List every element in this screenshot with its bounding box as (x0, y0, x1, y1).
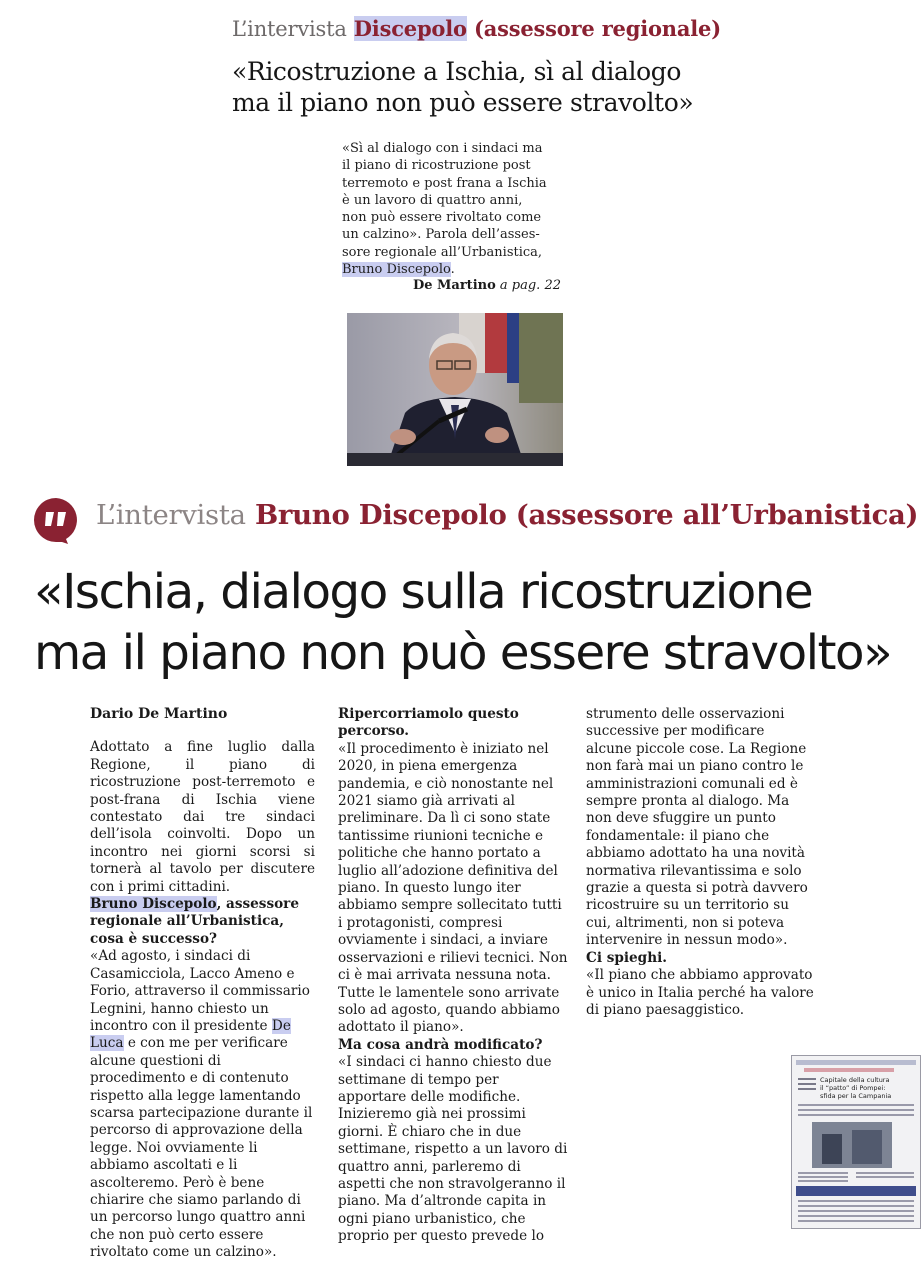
teaser-kicker-role: (assessore regionale) (473, 16, 721, 41)
teaser-line: «Sì al dialogo con i sindaci ma (342, 141, 543, 156)
question-4: Ci spieghi. (586, 949, 667, 966)
answer-4: «Il piano che abbiamo approvato è unico in Italia perché ha valore di piano paesaggistico. (586, 967, 814, 1018)
headline-line: ma il piano non può essere stravolto» (34, 625, 892, 681)
quote-icon (32, 496, 80, 544)
teaser-summary (342, 140, 564, 278)
answer-1-part: «Ad agosto, i sindaci di Casamicciola, Lacco Ameno e Forio, attraverso il commissario Legnini, hanno chiesto un incontro con il presidente (90, 948, 310, 1034)
speaker-photo-graphic (347, 313, 563, 466)
headline-line: «Ischia, dialogo sulla ricostruzione (34, 564, 813, 620)
teaser-page: a pag. 22 (499, 278, 561, 293)
teaser-line: è un lavoro di quattro anni, (342, 192, 523, 208)
speaker-photo (347, 313, 563, 466)
question-2: Ripercorriamolo questo percorso. (338, 706, 519, 740)
teaser-line: Bruno Discepolo. (342, 262, 455, 278)
article-column-2 (338, 706, 570, 1246)
teaser-kicker (232, 16, 832, 41)
teaser-author: De Martino (412, 278, 496, 293)
teaser-kicker-name: Discepolo (353, 16, 467, 41)
interview-kicker-name: Bruno Discepolo (assessore all’Urbanistica) (254, 499, 919, 531)
interview-kicker (96, 499, 918, 531)
article-lead: Adottato a fine luglio dalla Regione, il piano di ricostruzione post-terremoto e post-frana di Ischia viene contestato dai tre sindaci dell’isola coinvolti. Dopo un incontro nei giorni scorsi si tornerà al tavolo per discutere con i primi cittadini. (90, 739, 315, 895)
thumbnail-title-1: Capitale della cultura (820, 1076, 890, 1084)
teaser-line: terremoto e post frana a Ischia (342, 175, 547, 191)
teaser-line: un calzino». Parola dell’asses- (342, 227, 540, 243)
thumbnail-title-2: il “patto” di Pompei: (820, 1084, 886, 1092)
question-1 (90, 896, 315, 948)
answer-1 (90, 948, 315, 1261)
page-thumbnail-graphic (792, 1056, 920, 1228)
headline (34, 562, 923, 684)
answer-2: «Il procedimento è iniziato nel 2020, in piena emergenza pandemia, e ciò nonostante nel 2021 siamo già arrivati al preliminare. Da lì ci sono state tantissime riunioni tecniche e politiche che hanno portato a luglio all’adozione definitiva del piano. In questo lungo iter abbiamo sempre sollecitato tutti i protagonisti, compresi ovviamente i sindaci, a inviare osservazioni e rilievi tecnici. Non ci è mai arrivata nessuna nota. Tutte le lamentele sono arrivate solo ad agosto, quando abbiamo adottato il piano». (338, 740, 568, 1036)
answer-3-continued: strumento delle osservazioni successive per modificare alcune piccole cose. La Regione non farà mai un piano contro le amministrazioni comunali ed è sempre pronta al dialogo. Ma non deve sfuggire un punto fondamentale: il piano che abbiamo adottato ha una novità normativa rilevantissima e solo grazie a questa si potrà davvero ricostruire su un territorio su cui, altrimenti, non si poteva intervenire in nessun modo». (586, 706, 808, 949)
teaser-line: non può essere rivoltato come (342, 210, 542, 226)
question-1-name: Bruno Discepolo (90, 896, 217, 913)
teaser-title-line: «Ricostruzione a Ischia, sì al dialogo (232, 57, 682, 86)
teaser-kicker-label: L’intervista (232, 17, 347, 41)
answer-1-part: e con me per verificare alcune questioni di procedimento e di contenuto rispetto alla legge lamentando scarsa partecipazione durante il percorso di approvazione della legge. Noi ovviamente li abbiamo ascoltati e li ascolteremo. Però è bene chiarire che siamo parlando di un percorso lungo quattro anni che non può certo essere rivoltato come un calzino». (90, 1035, 313, 1261)
teaser-title-line: ma il piano non può essere stravolto» (232, 88, 694, 117)
interview-kicker-label: L’intervista (96, 499, 246, 531)
question-3: Ma cosa andrà modificato? (338, 1036, 543, 1053)
byline: Dario De Martino (90, 706, 228, 722)
teaser-line: sore regionale all’Urbanistica, (342, 244, 543, 260)
page-thumbnail (791, 1055, 921, 1229)
article-column-1 (90, 706, 315, 1262)
answer-1-name: De Luca (90, 1017, 291, 1052)
teaser-name: Bruno Discepolo (342, 262, 451, 278)
article-column-3 (586, 706, 814, 1019)
teaser-line: il piano di ricostruzione post (342, 158, 531, 174)
thumbnail-title-3: sfida per la Campania (820, 1092, 892, 1100)
teaser-page-reference (342, 278, 561, 293)
question-1-text: , assessore regionale all’Urbanistica, cosa è successo? (90, 896, 299, 947)
answer-3: «I sindaci ci hanno chiesto due settimane di tempo per apportare delle modifiche. Inizieremo già nei prossimi giorni. È chiaro che in due settimane, rispetto a un lavoro di quattro anni, parleremo di aspetti che non stravolgeranno il piano. Ma d’altronde capita in ogni piano urbanistico, che proprio per questo prevede lo (338, 1054, 568, 1245)
teaser-title (232, 56, 752, 118)
